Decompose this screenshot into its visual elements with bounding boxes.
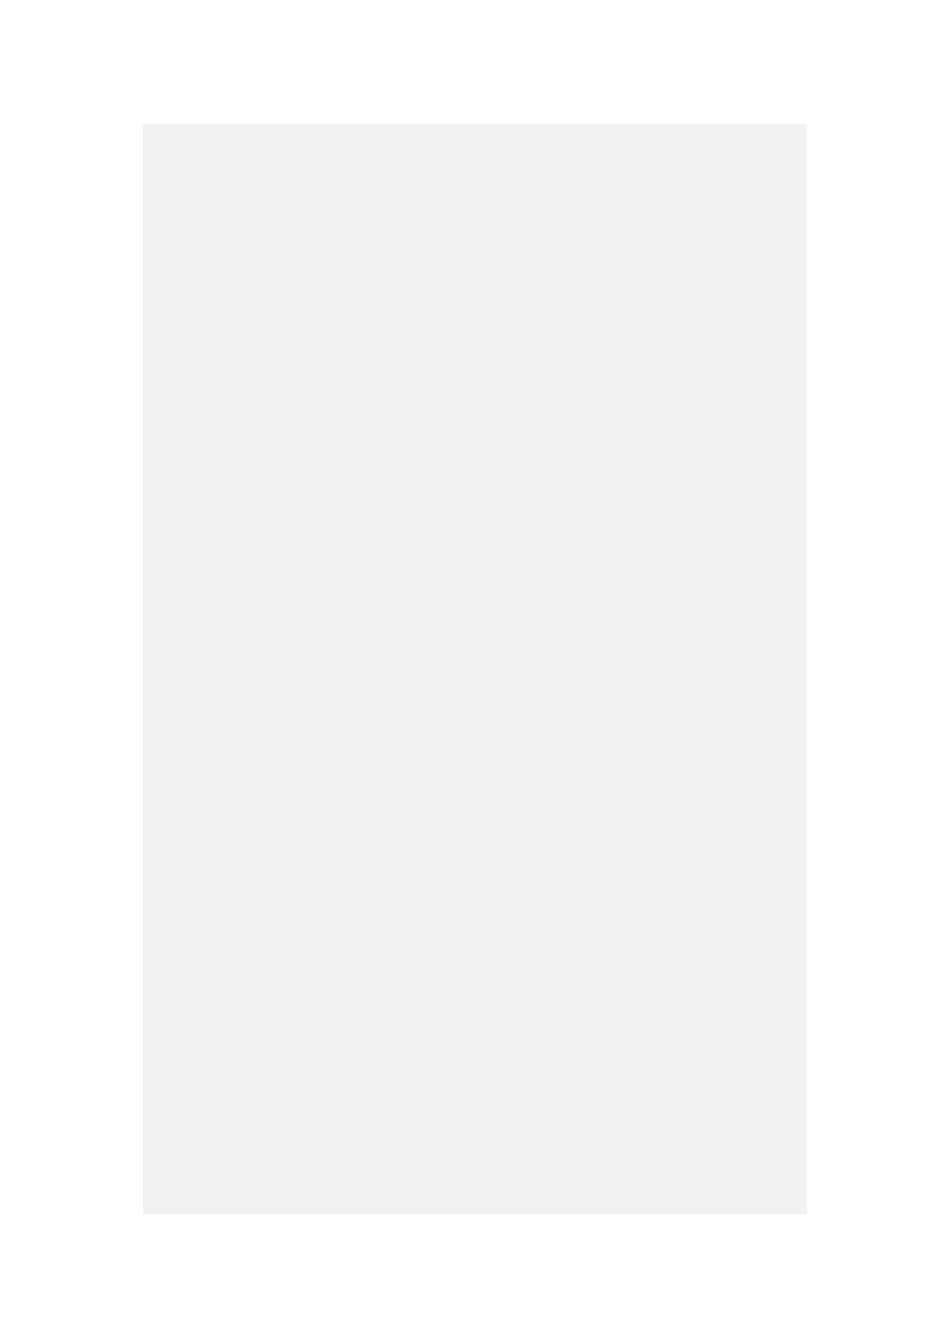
document-page: [143, 124, 807, 1214]
